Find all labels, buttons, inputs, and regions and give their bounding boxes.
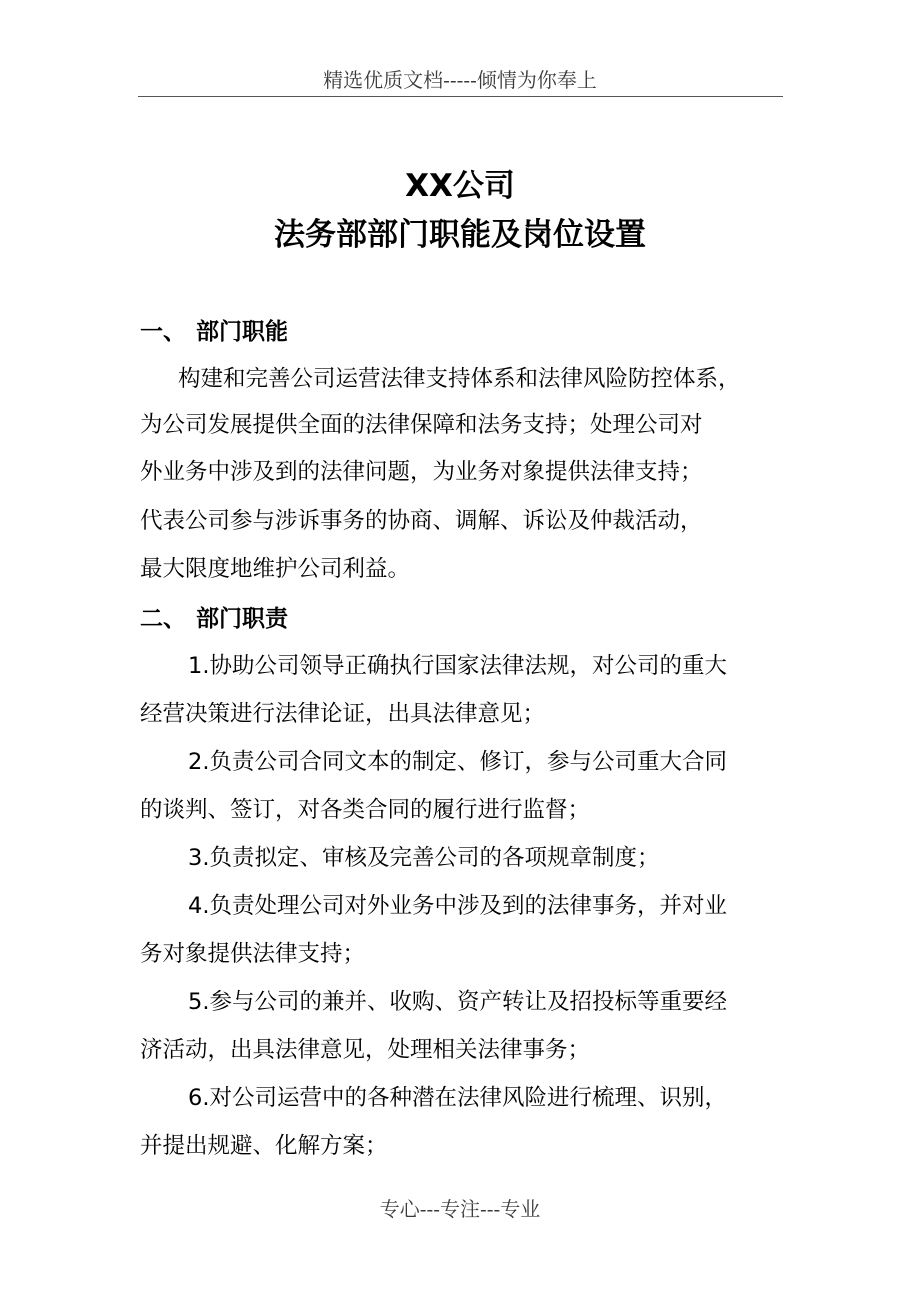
section-heading-functions bbox=[140, 316, 288, 348]
paragraph-line: 最大限度地维护公司利益。 bbox=[140, 556, 411, 582]
duty-item-6: 6.对公司运营中的各种潜在法律风险进行梳理、识别， bbox=[188, 1085, 727, 1111]
duty-item-5: 5.参与公司的兼并、收购、资产转让及招投标等重要经 bbox=[188, 989, 727, 1015]
page-footer: 专心---专注---专业 bbox=[379, 1197, 541, 1221]
paragraph-line: 构建和完善公司运营法律支持体系和法律风险防控体系， bbox=[178, 366, 741, 392]
document-title-company: XX公司 bbox=[405, 168, 515, 204]
paragraph-line: 外业务中涉及到的法律问题，为业务对象提供法律支持； bbox=[140, 459, 703, 485]
duty-item-4: 4.负责处理公司对外业务中涉及到的法律事务，并对业 bbox=[188, 893, 727, 919]
section-number: 二、 bbox=[140, 606, 186, 632]
duty-item-3: 3.负责拟定、审核及完善公司的各项规章制度； bbox=[188, 845, 660, 871]
document-title: 法务部部门职能及岗位设置 bbox=[274, 217, 646, 253]
section-number: 一、 bbox=[140, 319, 186, 345]
header-divider bbox=[138, 96, 783, 97]
page-header: 精选优质文档-----倾情为你奉上 bbox=[323, 68, 597, 92]
section-title: 部门职能 bbox=[196, 319, 288, 345]
duty-item-6-cont: 并提出规避、化解方案； bbox=[140, 1133, 388, 1159]
paragraph-line: 代表公司参与涉诉事务的协商、调解、诉讼及仲裁活动， bbox=[140, 508, 703, 534]
duty-item-2: 2.负责公司合同文本的制定、修订，参与公司重大合同 bbox=[188, 749, 727, 775]
section-title: 部门职责 bbox=[196, 606, 288, 632]
duty-item-4-cont: 务对象提供法律支持； bbox=[140, 941, 366, 967]
duty-item-2-cont: 的谈判、签订，对各类合同的履行进行监督； bbox=[140, 797, 591, 823]
paragraph-line: 为公司发展提供全面的法律保障和法务支持；处理公司对 bbox=[140, 412, 703, 438]
duty-item-1: 1.协助公司领导正确执行国家法律法规，对公司的重大 bbox=[188, 653, 727, 679]
duty-item-5-cont: 济活动，出具法律意见，处理相关法律事务； bbox=[140, 1037, 591, 1063]
duty-item-1-cont: 经营决策进行法律论证，出具法律意见； bbox=[140, 701, 546, 727]
section-heading-duties bbox=[140, 603, 288, 635]
